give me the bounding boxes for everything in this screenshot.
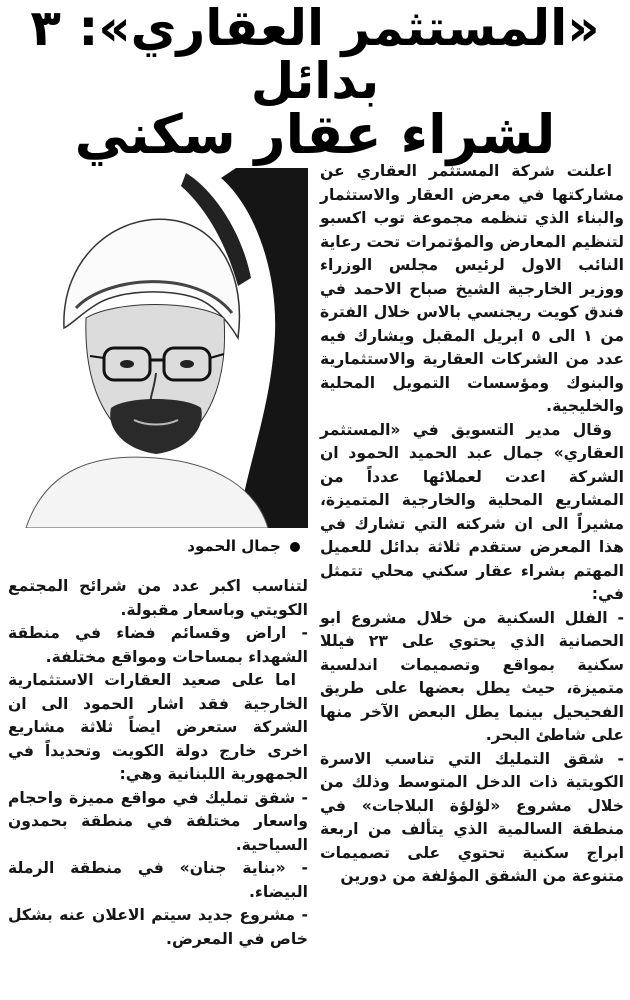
article-column-left bbox=[8, 575, 308, 951]
article-paragraph: - اراض وقسائم فضاء في منطقة الشهداء بمساحات ومواقع مختلفة. bbox=[8, 624, 308, 666]
photo-caption bbox=[120, 537, 300, 555]
article-paragraph: - الفلل السكنية من خلال مشروع ابو الحصانية الذي يحتوي على ٢٣ فيللا سكنية بمواقع وتصميمات اندلسية متميزة، حيث يطل بعضها على طريق الفحيحيل بينما يطل البعض الآخر منها على شاطئ البحر. bbox=[320, 608, 625, 744]
article-paragraph: - مشروع جديد سيتم الاعلان عنه بشكل خاص في المعرض. bbox=[8, 906, 308, 948]
headline-line-1: «المستثمر العقاري»: ٣ بدائل bbox=[30, 0, 600, 110]
article-paragraph: - «بناية جنان» في منطقة الرملة البيضاء. bbox=[8, 859, 308, 901]
article-paragraph: - شقق تمليك في مواقع مميزة واحجام واسعار مختلفة في منطقة بحمدون السياحية. bbox=[8, 788, 308, 854]
portrait-photo bbox=[6, 168, 308, 528]
headline-line-2: لشراء عقار سكني bbox=[74, 103, 556, 166]
article-paragraph: - شقق التمليك التي تناسب الاسرة الكويتية ذات الدخل المتوسط وذلك من خلال مشروع «لؤلؤة البلاجات» في منطقة السالمية الذي يتألف من اربعة ابراج سكنية تحتوي على تصميمات متنوعة من الشقق المؤلفة من دورين bbox=[320, 749, 624, 885]
caption-bullet-icon bbox=[290, 542, 300, 552]
article-paragraph: لتناسب اكبر عدد من شرائح المجتمع الكويتي وباسعار مقبولة. bbox=[8, 577, 308, 619]
portrait-illustration bbox=[6, 168, 308, 528]
photo-caption-text: جمال الحمود bbox=[187, 537, 281, 555]
article-paragraph: اعلنت شركة المستثمر العقاري عن مشاركتها في معرض العقار والاستثمار والبناء الذي تنظمه مجموعة توب اكسبو لتنظيم المعارض والمؤتمرات تحت رعاية النائب الاول لرئيس مجلس الوزراء ووزير الخارجية الشيخ صباح الاحمد في فندق كويت ريجنسي بالاس خلال الفترة من ١ الى ٥ ابريل المقبل ويشارك فيه عدد من الشركات العقارية والاستثمارية والبنوك ومؤسسات التمويل المحلية والخليجية. bbox=[320, 162, 625, 415]
article-paragraph: اما على صعيد العقارات الاستثمارية الخارجية فقد اشار الحمود الى ان الشركة ستعرض ايضاً ثلاثة مشاريع اخرى خارج دولة الكويت وتحديداً في الجمهورية اللبنانية وهي: bbox=[8, 671, 308, 783]
article-column-right bbox=[320, 160, 624, 889]
article-paragraph: وقال مدير التسويق في «المستثمر العقاري» جمال عبد الحميد الحمود ان الشركة اعدت لعملائها عدداً من المشاريع المحلية والخارجية المتميزة، مشيراً الى ان شركته التي تشارك في هذا المعرض ستقدم ثلاثة بدائل للعميل المهتم بشراء عقار سكني محلي تتمثل في: bbox=[320, 420, 624, 603]
headline bbox=[8, 2, 622, 164]
